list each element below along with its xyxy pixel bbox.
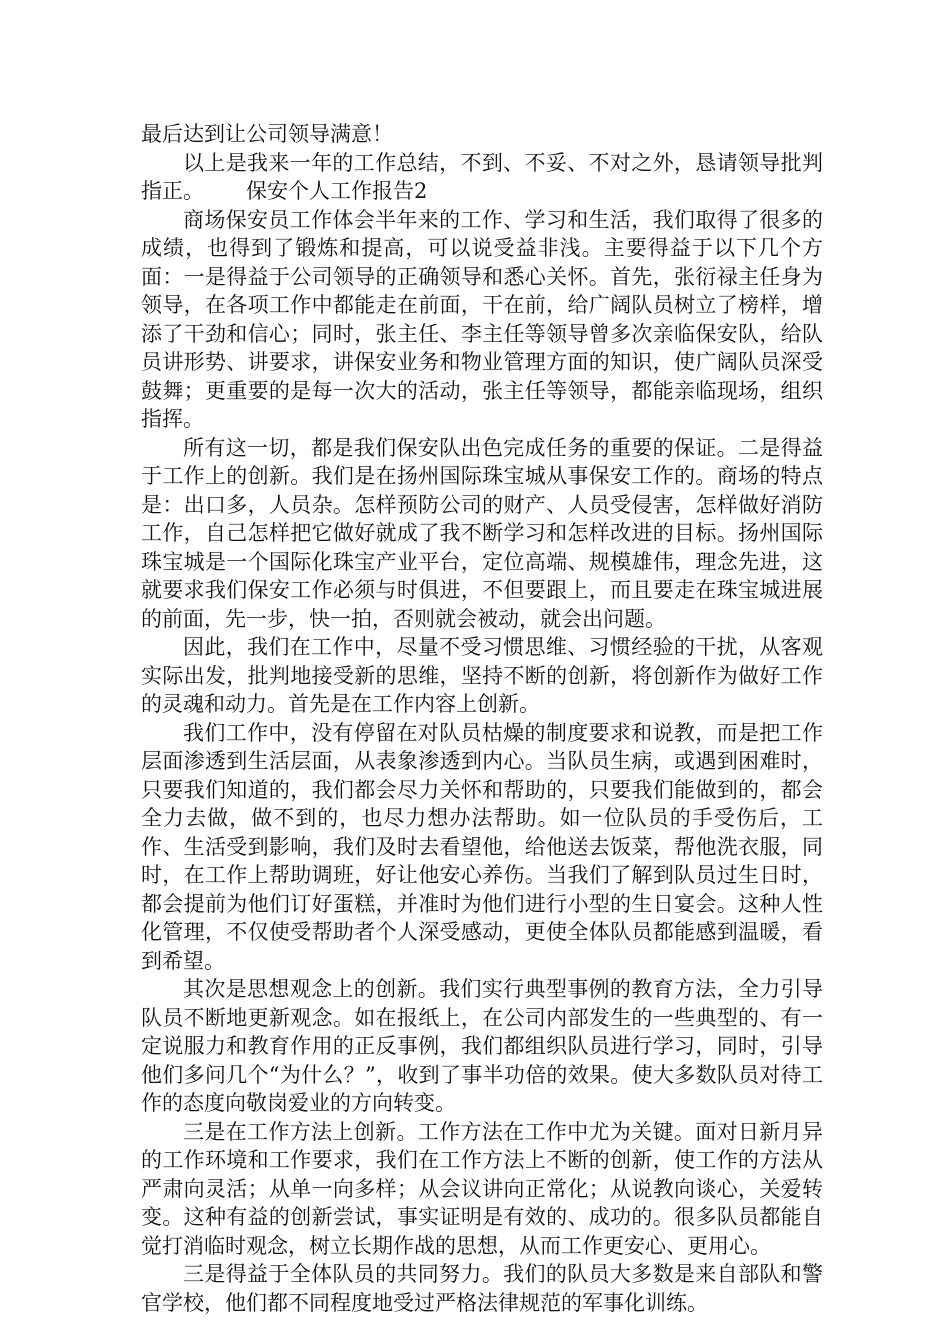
paragraph-4: 所有这一切，都是我们保安队出色完成任务的重要的保证。二是得益于工作上的创新。我们是在扬州国际珠宝城从事保安工作的。商场的特点是：出口多，人员杂。怎样预防公司的财产、人员受侵害，怎样做好消防工作，自己怎样把它做好就成了我不断学习和怎样改进的目标。扬州国际珠宝城是一个国际化珠宝产业平台，定位高端、规模雄伟，理念先进，这就要求我们保安工作必须与时俱进，不但要跟上，而且要走在珠宝城进展的前面，先一步，快一拍，否则就会被动，就会出问题。 [141,435,823,631]
paragraph-8: 三是在工作方法上创新。工作方法在工作中尤为关键。面对日新月异的工作环境和工作要求，我们在工作方法上不断的创新，使工作的方法从严肃向灵活；从单一向多样；从会议讲向正常化；从说教向谈心，关爱转变。这种有益的创新尝试，事实证明是有效的、成功的。很多队员都能自觉打消临时观念，树立长期作战的思想，从而工作更安心、更用心。 [141,1119,823,1258]
paragraph-1: 最后达到让公司领导满意！ [141,122,393,146]
paragraph-2-text: 以上是我来一年的工作总结，不到、不妥、不对之外，恳请领导批判指正。 [141,150,823,203]
paragraph-6: 我们工作中，没有停留在对队员枯燥的制度要求和说教，而是把工作层面渗透到生活层面，从表象渗透到内心。当队员生病，或遇到困难时，只要我们知道的，我们都会尽力关怀和帮助的，只要我们能做到的，都会全力去做，做不到的，也尽力想办法帮助。如一位队员的手受伤后，工作、生活受到影响，我们及时去看望他，给他送去饭菜，帮他洗衣服，同时，在工作上帮助调班，好让他安心养伤。当我们了解到队员过生日时，都会提前为他们订好蛋糕，并准时为他们进行小型的生日宴会。这种人性化管理，不仅使受帮助者个人深受感动，更使全体队员都能感到温暖，看到希望。 [141,720,823,973]
paragraph-9: 三是得益于全体队员的共同努力。我们的队员大多数是来自部队和警官学校，他们都不同程度地受过严格法律规范的军事化训练。 [141,1262,823,1315]
paragraph-2 [141,149,823,206]
report-heading: 保安个人工作报告2 [246,179,428,203]
document-page [141,120,823,1317]
paragraph-3: 商场保安员工作体会半年来的工作、学习和生活，我们取得了很多的成绩，也得到了锻炼和提高，可以说受益非浅。主要得益于以下几个方面：一是得益于公司领导的正确领导和悉心关怀。首先，张衍禄主任身为领导，在各项工作中都能走在前面，干在前，给广阔队员树立了榜样，增添了干劲和信心；同时，张主任、李主任等领导曾多次亲临保安队，给队员讲形势、讲要求，讲保安业务和物业管理方面的知识，使广阔队员深受鼓舞；更重要的是每一次大的活动，张主任等领导，都能亲临现场，组织指挥。 [141,207,823,431]
paragraph-5: 因此，我们在工作中，尽量不受习惯思维、习惯经验的干扰，从客观实际出发，批判地接受新的思维，坚持不断的创新，将创新作为做好工作的灵魂和动力。首先是在工作内容上创新。 [141,635,823,716]
paragraph-7: 其次是思想观念上的创新。我们实行典型事例的教育方法，全力引导队员不断地更新观念。如在报纸上，在公司内部发生的一些典型的、有一定说服力和教育作用的正反事例，我们都组织队员进行学习，同时，引导他们多问几个“为什么？”，收到了事半功倍的效果。使大多数队员对待工作的态度向敬岗爱业的方向转变。 [141,977,823,1115]
